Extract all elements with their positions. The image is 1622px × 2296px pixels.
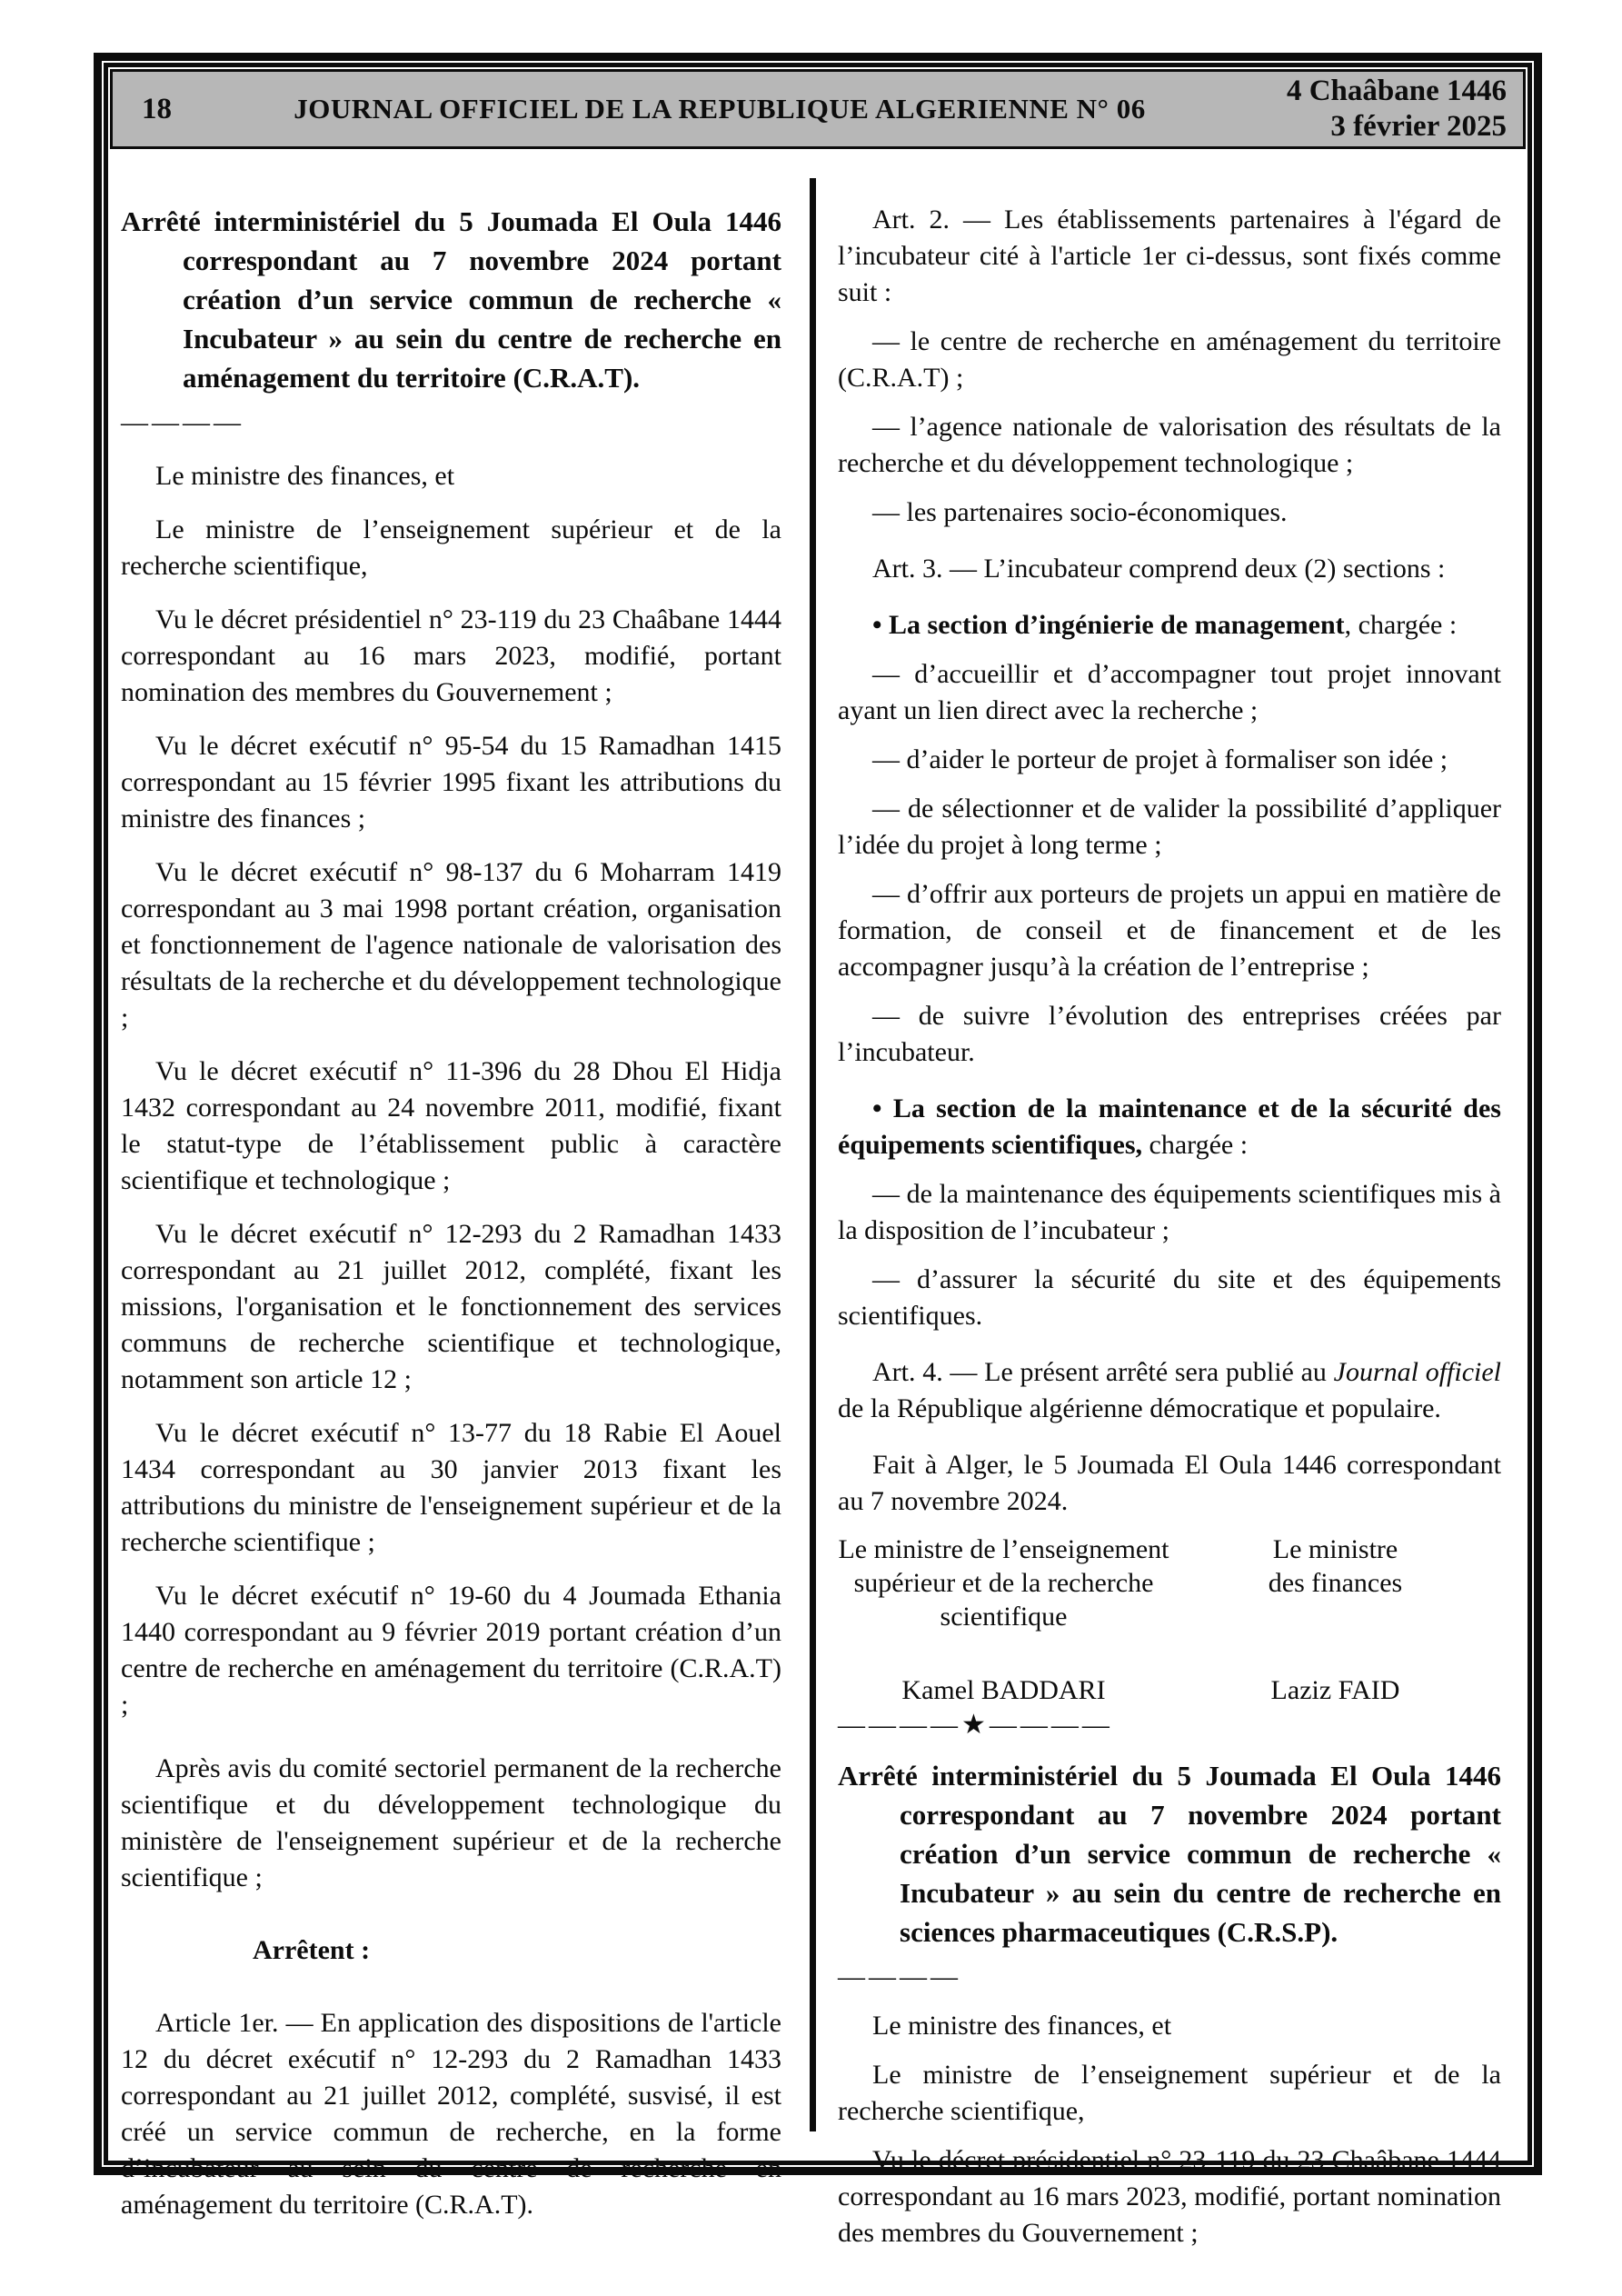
section2-heading xyxy=(838,1091,1501,1163)
article3-paragraph: Art. 3. — L’incubateur comprend deux (2) sections : xyxy=(872,554,1446,584)
visa-paragraph: Vu le décret exécutif n° 98-137 du 6 Moharram 1419 correspondant au 3 mai 1998 portant création, organisation et fonctionnement de l'agence nationale de valorisation des résultats de la recherche et du développement technologique ; xyxy=(121,857,781,1033)
list-item: — de la maintenance des équipements scientifiques mis à la disposition de l’incubateur ; xyxy=(838,1179,1501,1245)
list-item: — de sélectionner et de valider la possibilité d’appliquer l’idée du projet à long terme ; xyxy=(838,794,1501,860)
article2-paragraph: Art. 2. — Les établissements partenaires à l'égard de l’incubateur cité à l'article 1er ci-dessus, sont fixés comme suit : xyxy=(838,205,1501,307)
decree2-title: Arrêté interministériel du 5 Joumada El Oula 1446 correspondant au 7 novembre 2024 portant création d’un service commun de recherche « Incubateur » au sein du centre de recherche en sciences pharmaceutiques (C.R.S.P). xyxy=(838,1760,1501,1948)
visa-paragraph: Vu le décret présidentiel n° 23-119 du 23 Chaâbane 1444 correspondant au 16 mars 2023, modifié, portant nomination des membres du Gouvernement ; xyxy=(121,604,781,707)
avis-paragraph: Après avis du comité sectoriel permanent de la recherche scientifique et du développement technologique du ministère de l'enseignement supérieur et de la recherche scientifique ; xyxy=(121,1753,781,1892)
date-hijri: 4 Chaâbane 1446 xyxy=(1286,75,1507,107)
decree1-title: Arrêté interministériel du 5 Joumada El Oula 1446 correspondant au 7 novembre 2024 portant création d’un service commun de recherche « Incubateur » au sein du centre de recherche en aménagement du territoire (C.R.A.T). xyxy=(121,205,781,394)
signature-title-left: Le ministre de l’enseignement supérieur et de la recherche scientifique xyxy=(838,1534,1169,1632)
star-separator: ————★———— xyxy=(838,1710,1113,1740)
signature-titles xyxy=(838,1532,1501,1633)
signature-name-left: Kamel BADDARI xyxy=(901,1675,1106,1705)
visa-paragraph: Vu le décret exécutif n° 12-293 du 2 Ramadhan 1433 correspondant au 21 juillet 2012, complété, fixant les missions, l'organisation et le fonctionnement des services communs de recherche scientifique et technologique, notamment son article 12 ; xyxy=(121,1219,781,1394)
issue-dates xyxy=(1225,74,1507,145)
section1-name: La section d’ingénierie de management xyxy=(889,610,1345,640)
closing-paragraph: Fait à Alger, le 5 Joumada El Oula 1446 correspondant au 7 novembre 2024. xyxy=(838,1450,1501,1516)
visa-paragraph: Vu le décret exécutif n° 95-54 du 15 Ramadhan 1415 correspondant au 15 février 1995 fixant les attributions du ministre des finances ; xyxy=(121,731,781,834)
list-item: — d’aider le porteur de projet à formaliser son idée ; xyxy=(872,744,1448,774)
list-item: — les partenaires socio-économiques. xyxy=(872,497,1288,527)
page-number: 18 xyxy=(142,92,172,125)
list-item: — de suivre l’évolution des entreprises créées par l’incubateur. xyxy=(838,1001,1501,1067)
list-item: — d’offrir aux porteurs de projets un appui en matière de formation, de conseil et de financement et de les accompagner jusqu’à la création de l’entreprise ; xyxy=(838,879,1501,982)
masthead xyxy=(110,69,1526,149)
journal-title: JOURNAL OFFICIEL DE LA REPUBLIQUE ALGERIENNE N° 06 xyxy=(294,93,1146,125)
signature-names xyxy=(838,1673,1501,1707)
section2-rest: chargée : xyxy=(1142,1130,1249,1160)
signature-title-right: Le ministre des finances xyxy=(1268,1534,1403,1598)
signature-name-right: Laziz FAID xyxy=(1270,1675,1400,1705)
dash-separator: ———— xyxy=(838,1962,961,1992)
article4-paragraph xyxy=(838,1354,1501,1427)
article4-pre: Art. 4. — Le présent arrêté sera publié au xyxy=(872,1357,1334,1387)
column-divider xyxy=(810,178,816,2131)
list-item: — d’assurer la sécurité du site et des équipements scientifiques. xyxy=(838,1264,1501,1331)
section1-heading xyxy=(838,607,1501,644)
section2-name: La section de la maintenance et de la sécurité des équipements scientifiques, xyxy=(838,1093,1501,1160)
list-item: — d’accueillir et d’accompagner tout projet innovant ayant un lien direct avec la recherche ; xyxy=(838,659,1501,725)
page-frame xyxy=(94,53,1542,2248)
minister-line: Le ministre des finances, et xyxy=(155,461,455,491)
enactment-heading: Arrêtent : xyxy=(253,1935,371,1965)
minister-line: Le ministre de l’enseignement supérieur et de la recherche scientifique, xyxy=(121,514,781,581)
list-item: — le centre de recherche en aménagement du territoire (C.R.A.T) ; xyxy=(838,326,1501,393)
minister-line: Le ministre des finances, et xyxy=(872,2011,1172,2041)
bullet-icon: • xyxy=(872,1093,893,1123)
visa-paragraph: Vu le décret exécutif n° 11-396 du 28 Dhou El Hidja 1432 correspondant au 24 novembre 2011, modifié, fixant le statut-type de l’établissement public à caractère scientifique et technologique ; xyxy=(121,1056,781,1195)
minister-line: Le ministre de l’enseignement supérieur et de la recherche scientifique, xyxy=(838,2060,1501,2126)
visa-paragraph: Vu le décret exécutif n° 19-60 du 4 Joumada Ethania 1440 correspondant au 9 février 2019 portant création d’un centre de recherche en aménagement du territoire (C.R.A.T) ; xyxy=(121,1581,781,1720)
article4-journal: Journal officiel xyxy=(1333,1357,1501,1387)
right-column xyxy=(838,202,1501,2264)
list-item: — l’agence nationale de valorisation des résultats de la recherche et du développement technologique ; xyxy=(838,412,1501,478)
article4-post: de la République algérienne démocratique et populaire. xyxy=(838,1393,1441,1423)
dash-separator: ———— xyxy=(121,407,244,437)
date-gregorian: 3 février 2025 xyxy=(1330,110,1507,143)
section1-rest: , chargée : xyxy=(1344,610,1458,640)
visa-paragraph: Vu le décret exécutif n° 13-77 du 18 Rabie El Aouel 1434 correspondant au 30 janvier 2013 fixant les attributions du ministre de l'enseignement supérieur et de la recherche scientifique ; xyxy=(121,1418,781,1557)
bullet-icon: • xyxy=(872,610,890,640)
visa-paragraph: Vu le décret présidentiel n° 23-119 du 23 Chaâbane 1444 correspondant au 16 mars 2023, modifié, portant nomination des membres du Gouvernement ; xyxy=(838,2145,1501,2248)
page-frame-inner xyxy=(104,63,1532,2248)
left-column xyxy=(121,202,781,2241)
article1-paragraph: Article 1er. — En application des dispositions de l'article 12 du décret exécutif n° 12-293 du 2 Ramadhan 1433 correspondant au 21 juillet 2012, complété, susvisé, il est créé un service commun de recherche, en la forme d’incubateur au sein du centre de recherche en aménagement du territoire (C.R.A.T). xyxy=(121,2008,781,2220)
